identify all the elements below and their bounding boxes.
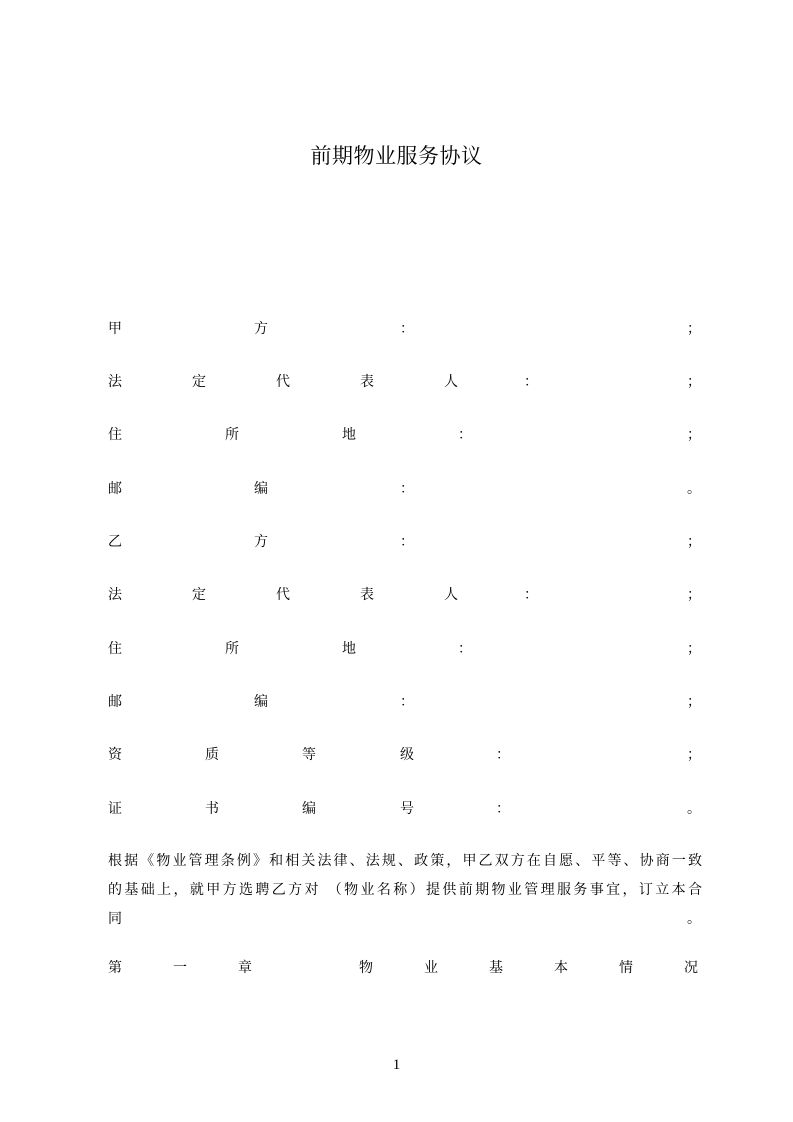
chapter-char: 况 [684, 960, 698, 976]
line-end-mark: 。 [687, 481, 701, 497]
party-b-legal-rep-field [108, 583, 701, 607]
party-b-qualification-field [108, 743, 701, 767]
preamble-last-line [108, 905, 702, 934]
label-char: 法 [108, 587, 122, 603]
label-char: 表 [360, 587, 374, 603]
line-end-mark: ； [687, 321, 701, 337]
label-char: 邮 [108, 481, 122, 497]
chapter-heading [108, 956, 702, 980]
line-end-mark: ； [687, 534, 701, 550]
label-char: 代 [276, 587, 290, 603]
label-char: 代 [276, 374, 290, 390]
line-end-mark: ； [687, 747, 701, 763]
preamble-line: 根据《物业管理条例》和相关法律、法规、政策，甲乙双方在自愿、平等、协商一致 [108, 853, 702, 869]
label-char: 编 [254, 694, 268, 710]
line-end-mark: ； [687, 374, 701, 390]
line-end-mark: ； [687, 694, 701, 710]
label-char: 甲 [108, 321, 122, 337]
label-char: 等 [302, 747, 316, 763]
label-char: 编 [254, 481, 268, 497]
line-end-mark: ； [687, 427, 701, 443]
label-colon: ： [524, 374, 538, 390]
label-char: 表 [360, 374, 374, 390]
chapter-char: 情 [619, 960, 633, 976]
label-char: 住 [108, 641, 122, 657]
label-char: 人 [444, 587, 458, 603]
line-end-mark: 。 [687, 801, 701, 817]
label-char: 资 [108, 747, 122, 763]
party-b-name-field [108, 530, 701, 554]
label-colon: ： [400, 694, 414, 710]
label-char: 方 [254, 321, 268, 337]
label-char: 定 [192, 587, 206, 603]
label-char: 级 [400, 747, 414, 763]
chapter-char: 物 [359, 960, 373, 976]
chapter-char: 基 [489, 960, 503, 976]
preamble-line-text: 同 [108, 911, 122, 927]
label-colon: ： [496, 801, 510, 817]
party-a-legal-rep-field [108, 370, 701, 394]
label-char: 住 [108, 427, 122, 443]
label-colon: ： [524, 587, 538, 603]
line-end-mark: ； [687, 641, 701, 657]
chapter-char: 第 [108, 960, 122, 976]
page-number: 1 [392, 1057, 401, 1073]
chapter-char: 一 [173, 960, 187, 976]
party-a-postcode-field [108, 477, 701, 501]
label-char: 人 [444, 374, 458, 390]
label-char: 所 [225, 427, 239, 443]
line-end-mark: ； [687, 587, 701, 603]
label-colon: ： [458, 427, 472, 443]
label-char: 法 [108, 374, 122, 390]
label-char: 方 [254, 534, 268, 550]
label-char: 编 [302, 801, 316, 817]
label-char: 证 [108, 801, 122, 817]
label-colon: ： [400, 481, 414, 497]
preamble-paragraph [108, 847, 702, 934]
preamble-end-mark: 。 [687, 911, 701, 927]
party-a-address-field [108, 423, 701, 447]
chapter-char: 本 [554, 960, 568, 976]
party-b-certificate-field [108, 797, 701, 821]
chapter-char: 章 [238, 960, 252, 976]
label-char: 号 [400, 801, 414, 817]
label-char: 地 [342, 641, 356, 657]
label-char: 地 [342, 427, 356, 443]
label-colon: ： [458, 641, 472, 657]
party-b-postcode-field [108, 690, 701, 714]
label-colon: ： [400, 321, 414, 337]
label-char: 定 [192, 374, 206, 390]
label-char: 所 [225, 641, 239, 657]
party-a-name-field [108, 317, 701, 341]
party-b-address-field [108, 637, 701, 661]
label-char: 乙 [108, 534, 122, 550]
label-char: 书 [205, 801, 219, 817]
preamble-line: 的基础上，就甲方选聘乙方对 （物业名称）提供前期物业管理服务事宜，订立本合 [108, 882, 702, 898]
document-title: 前期物业服务协议 [310, 144, 483, 168]
label-char: 邮 [108, 694, 122, 710]
label-colon: ： [496, 747, 510, 763]
label-char: 质 [205, 747, 219, 763]
label-colon: ： [400, 534, 414, 550]
chapter-char: 业 [424, 960, 438, 976]
